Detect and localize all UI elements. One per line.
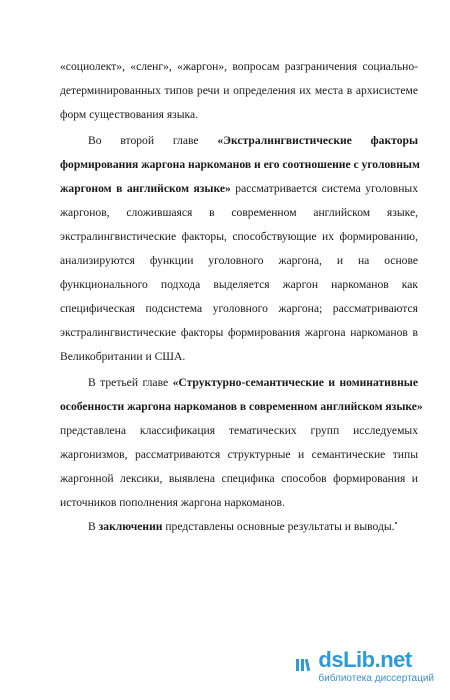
text-line: жаргонной лексики, выявлена специфика способов формирования и [60, 472, 418, 485]
text-line [88, 520, 418, 534]
library-icon [294, 656, 312, 674]
text-line: детерминированных типов речи и определения их места в архисистеме [60, 84, 418, 97]
text-line: анализируются функции уголовного жаргона, и на основе [60, 254, 418, 267]
text-line: экстралингвистические факторы формирования жаргона наркоманов в [60, 326, 418, 339]
text-line: Великобритании и США. [60, 350, 186, 363]
text-fragment: представлены основные результаты и выводы. [162, 520, 395, 533]
text-line: форм существования языка. [60, 108, 199, 121]
chapter-title: жаргоном в английском языке» [60, 182, 231, 195]
text-line: жаргонизмов, рассматриваются структурные и семантические типы [60, 448, 418, 461]
chapter-title: особенности жаргона наркоманов в современном английском языке» [60, 400, 423, 413]
text-line: «социолект», «сленг», «жаргон», вопросам разграничения социально- [60, 60, 418, 73]
watermark-brand: dsLib.net [318, 647, 412, 672]
watermark-subtitle: библиотека диссертаций [318, 673, 434, 684]
text-line [88, 376, 418, 390]
scan-speck [395, 522, 397, 524]
chapter-title: «Структурно-семантические и номинативные [172, 376, 418, 389]
text-line: экстралингвистические факторы, способствующие их формированию, [60, 230, 418, 243]
conclusion-label: заключении [98, 520, 163, 533]
chapter-title: формирования жаргона наркоманов и его соотношение с уголовным [60, 158, 420, 171]
text-fragment: рассматривается система уголовных [230, 182, 418, 195]
text-line: источников пополнения жаргона наркоманов. [60, 496, 285, 509]
text-fragment: В третьей главе [88, 376, 173, 389]
chapter-title: «Экстралингвистические факторы [217, 134, 418, 147]
text-line: жаргонов, сложившаяся в современном английском языке, [60, 206, 418, 219]
text-fragment: Во второй главе [88, 134, 218, 147]
text-line [60, 182, 418, 196]
text-line [88, 134, 418, 148]
text-fragment: В [88, 520, 99, 533]
text-line: специфическая подсистема уголовного жаргона; рассматриваются [60, 302, 418, 315]
text-line: функционального подхода выделяется жаргон наркоманов как [60, 278, 418, 291]
text-line: представлена классификация тематических групп исследуемых [60, 424, 418, 437]
watermark-logo[interactable] [318, 648, 434, 685]
